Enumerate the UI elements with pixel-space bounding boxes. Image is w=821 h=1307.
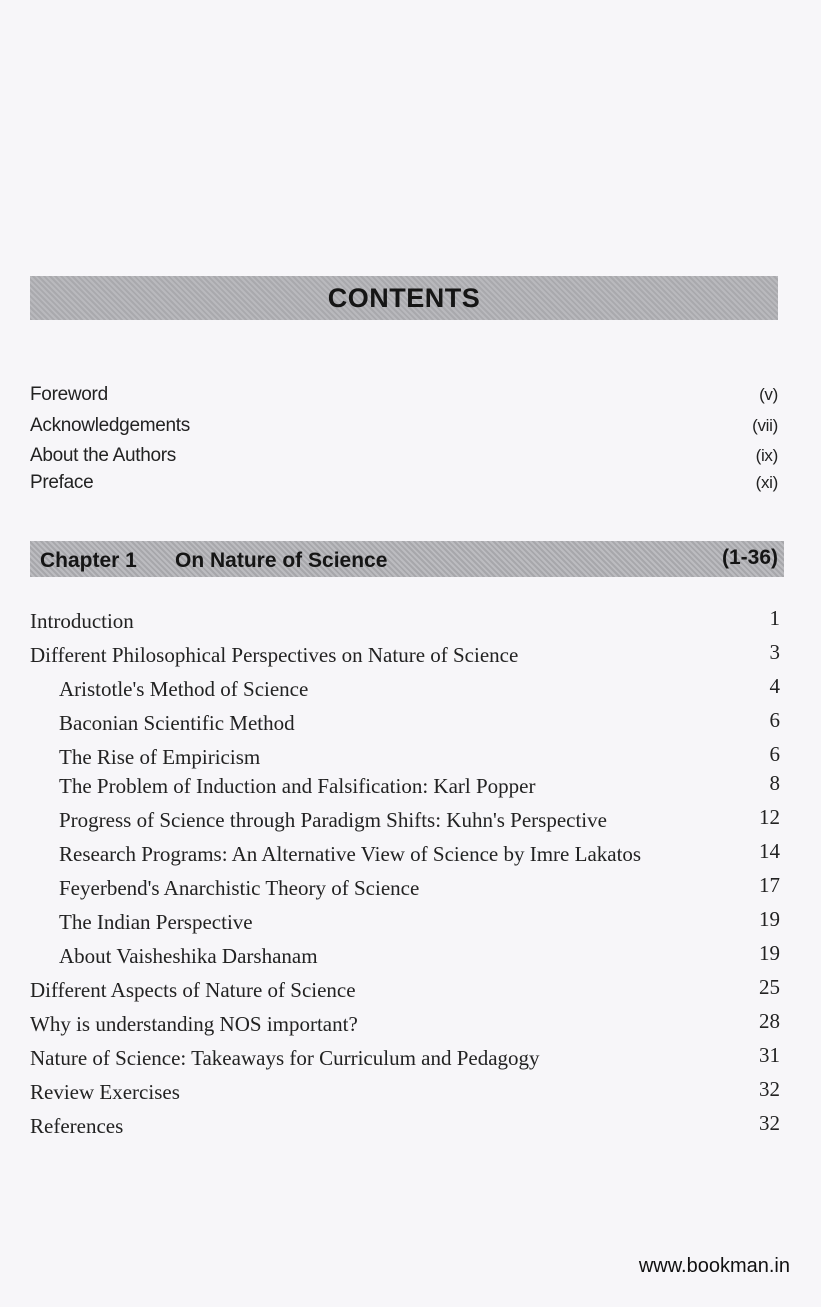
entry-title: Why is understanding NOS important? — [30, 1012, 358, 1036]
entry-title: Progress of Science through Paradigm Shifts: Kuhn's Perspective — [59, 808, 607, 832]
entry-title: Foreword — [30, 384, 108, 405]
entry-page: (vii) — [752, 416, 778, 435]
entry-page: 19 — [759, 907, 780, 931]
contents-heading: CONTENTS — [327, 282, 481, 313]
entry-title: The Rise of Empiricism — [59, 745, 261, 769]
entry-page: 4 — [769, 674, 780, 698]
entry-page: 25 — [759, 975, 780, 999]
entry-title: References — [30, 1114, 124, 1138]
chapter-title: On Nature of Science — [175, 549, 388, 572]
entry-title: Different Philosophical Perspectives on Nature of Science — [30, 643, 519, 667]
entry-title: Preface — [30, 472, 94, 493]
entry-title: Introduction — [30, 609, 134, 633]
entry-title: Review Exercises — [30, 1080, 180, 1104]
entry-page: (xi) — [755, 473, 778, 492]
entry-page: 28 — [759, 1009, 780, 1033]
entry-page: 3 — [769, 640, 780, 664]
toc-entry-foreword — [30, 384, 778, 406]
entry-title: Feyerbend's Anarchistic Theory of Science — [59, 876, 420, 900]
entry-title: Baconian Scientific Method — [59, 711, 295, 735]
chapter-page-range: (1-36) — [721, 546, 778, 569]
entry-page: 32 — [759, 1077, 780, 1101]
entry-page: 31 — [759, 1043, 780, 1067]
entry-title: Acknowledgements — [30, 415, 190, 436]
entry-page: (ix) — [755, 446, 778, 465]
entry-page: 6 — [769, 708, 780, 732]
entry-title: The Problem of Induction and Falsification: Karl Popper — [59, 774, 536, 798]
publisher-url: www.bookman.in — [638, 1255, 790, 1277]
entry-page: 12 — [759, 805, 780, 829]
entry-title: Different Aspects of Nature of Science — [30, 978, 356, 1002]
entry-title: About Vaisheshika Darshanam — [59, 944, 318, 968]
entry-title: Aristotle's Method of Science — [59, 677, 309, 701]
entry-page: (v) — [759, 385, 778, 404]
chapter-number: Chapter 1 — [40, 549, 137, 572]
entry-page: 32 — [759, 1111, 780, 1135]
entry-page: 14 — [759, 839, 780, 863]
toc-entry-acknowledgements — [30, 415, 778, 437]
entry-title: Research Programs: An Alternative View of Science by Imre Lakatos — [59, 842, 642, 866]
entry-title: About the Authors — [30, 445, 176, 466]
toc-entry-preface — [30, 472, 778, 494]
entry-title: The Indian Perspective — [59, 910, 253, 934]
chapter-header — [30, 541, 784, 577]
entry-page: 17 — [759, 873, 780, 897]
entry-page: 1 — [769, 606, 780, 630]
entry-page: 8 — [769, 771, 780, 795]
entry-title: Nature of Science: Takeaways for Curriculum and Pedagogy — [30, 1046, 540, 1070]
entry-page: 6 — [769, 742, 780, 766]
entry-page: 19 — [759, 941, 780, 965]
contents-banner — [30, 276, 778, 320]
toc-entry-about-authors — [30, 445, 778, 467]
